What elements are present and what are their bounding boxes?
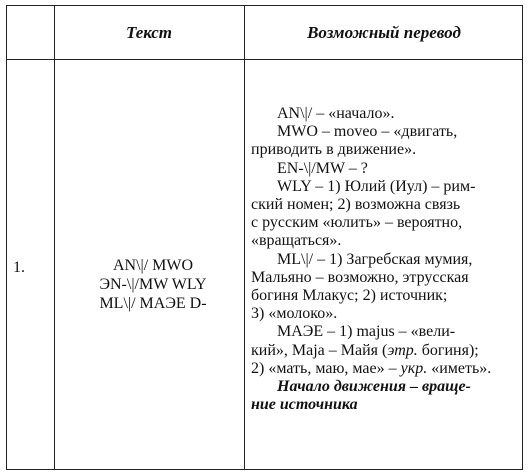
- text-line-2: ЭN-\|/MW WLY: [99, 276, 207, 293]
- column-divider-2: [244, 6, 245, 469]
- abbr-ukr: укр.: [400, 359, 428, 377]
- translation-cell: [251, 105, 517, 414]
- translation-line: «вращаться».: [251, 232, 342, 250]
- translation-summary-line: Начало движения – враще-: [277, 378, 471, 396]
- translation-line: Мальяно – возможно, этрусская: [251, 268, 469, 286]
- translation-line: кий», Maja – Майя (этр. богиня);: [251, 341, 479, 359]
- header-translation: Возможный перевод: [307, 22, 461, 42]
- abbr-etr: этр.: [387, 341, 418, 359]
- translation-table: [6, 5, 523, 470]
- translation-line: AN\|/ – «начало».: [277, 105, 395, 122]
- header-divider: [7, 59, 522, 60]
- translation-line: богиня Млакус; 2) источник;: [251, 287, 448, 305]
- text-line-3: ML\|/ MAЭE D-: [99, 295, 207, 312]
- translation-line: ML\|/ – 1) Загребская мумия,: [277, 250, 473, 268]
- text-cell: [62, 256, 244, 313]
- translation-line: EN-\|/MW – ?: [277, 159, 368, 177]
- header-text: Текст: [125, 22, 173, 42]
- text-line-1: AN\|/ MWO: [112, 257, 194, 274]
- translation-line: с русским «юлить» – вероятно,: [251, 214, 463, 232]
- translation-line: ский номен; 2) возможна связь: [251, 196, 461, 214]
- column-divider-1: [54, 6, 55, 469]
- translation-line: 2) «мать, маю, мае» – укр. «иметь».: [251, 359, 492, 377]
- translation-line: 3) «молоко».: [251, 305, 338, 323]
- translation-line: MWO – moveo – «двигать,: [277, 123, 458, 141]
- translation-summary-line: ние источника: [251, 396, 358, 414]
- translation-line: приводить в движение».: [251, 141, 417, 159]
- row-number: 1.: [13, 259, 25, 276]
- translation-line: MAЭE – 1) majus – «вели-: [277, 323, 456, 341]
- translation-line: WLY – 1) Юлий (Иул) – рим-: [277, 177, 476, 195]
